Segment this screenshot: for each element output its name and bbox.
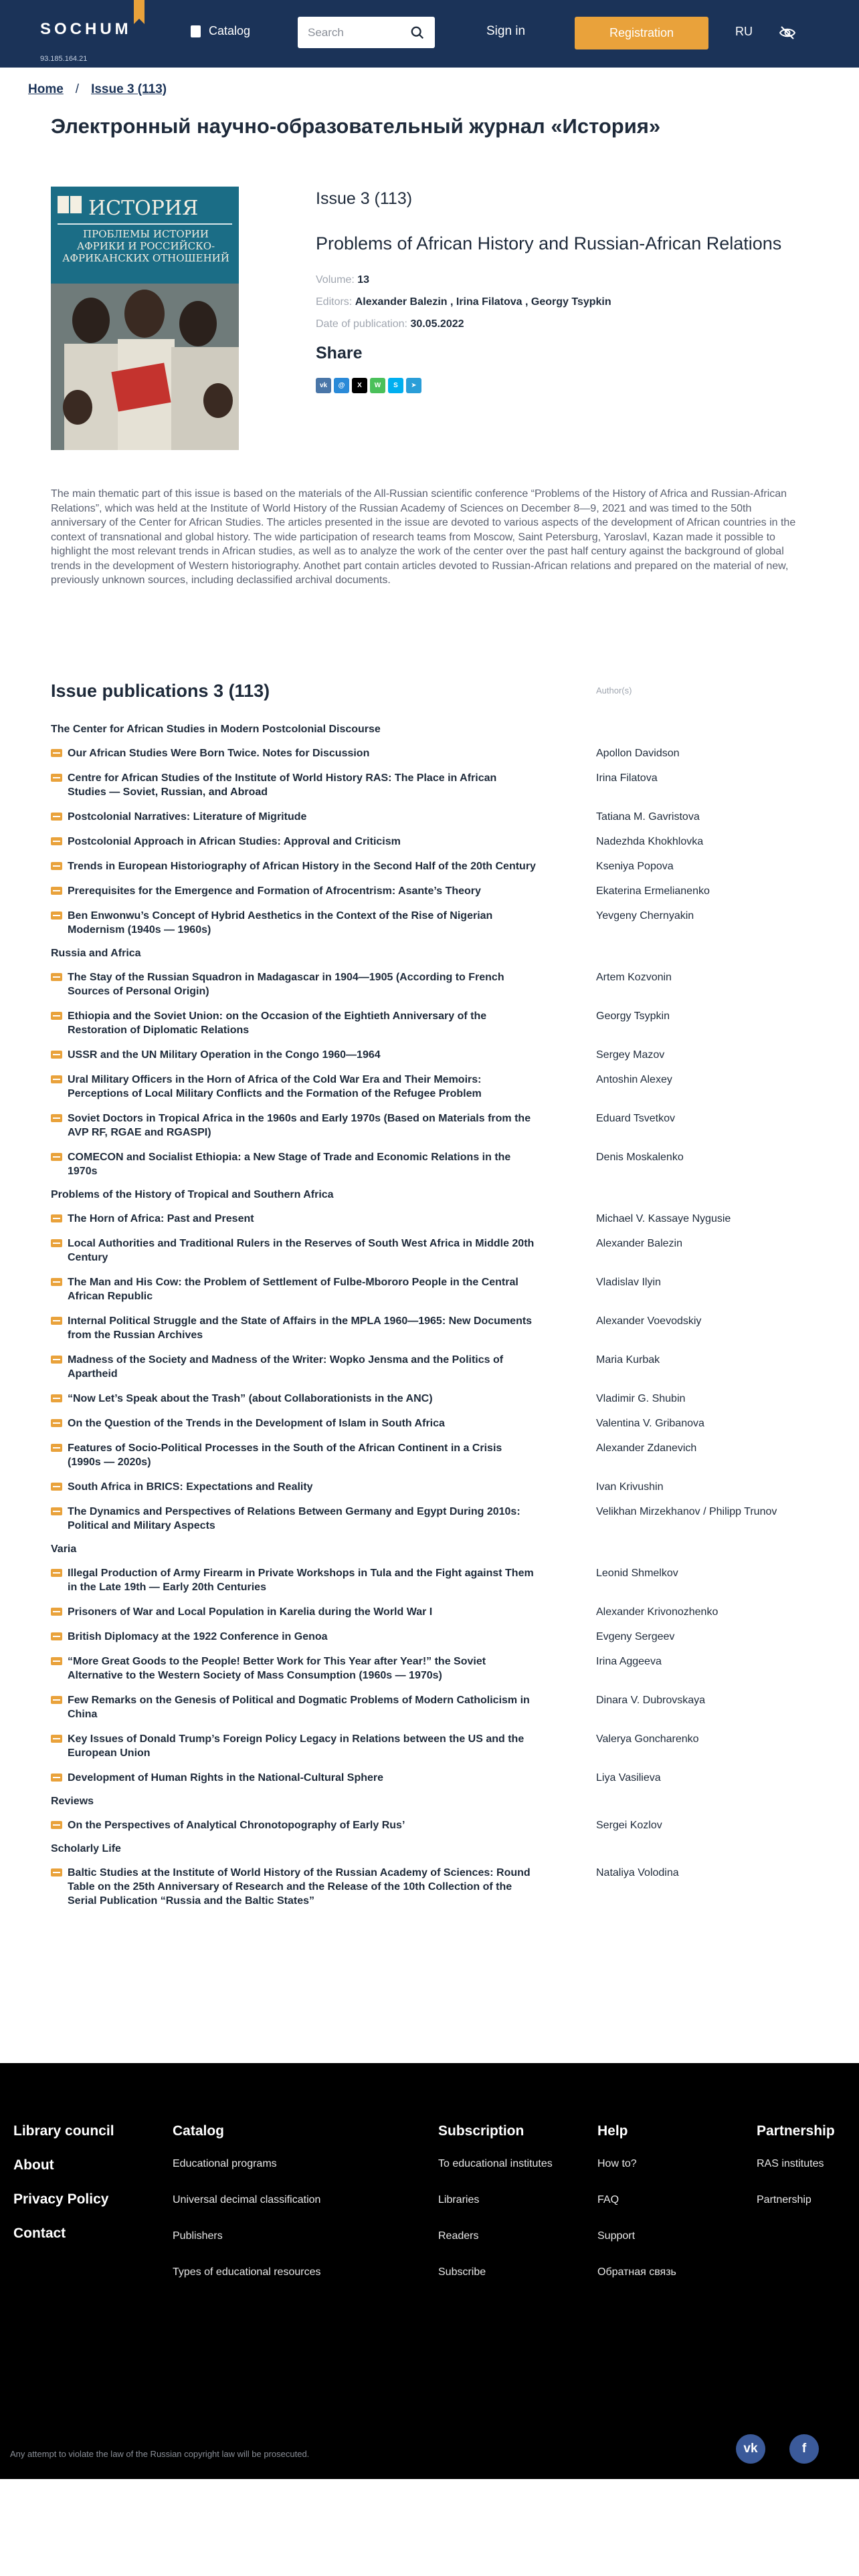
site-logo[interactable]: SOCHUM <box>40 20 132 38</box>
publication-row <box>51 1866 807 1908</box>
issue-description: The main thematic part of this issue is based on the materials of the All-Russian scientific conference “Problems of the History of Africa and Russian-African Relations”, which was held at the Institute of World History of the Russian Academy of Sciences on December 8—9, 2021 and was timed to the 50th anniversary of the Center for African Studies. The articles presented in the issue are devoted to various aspects of the development of African countries in the context of transnational and global history. The wide participation of research teams from Moscow, Saint Petersburg, Yaroslavl, Kazan made it possible to highlight the most relevant trends in African studies, as well as to analyze the work of the center over the past half century against the background of global trends in the development of Western historiography. Anothet part contain articles devoted to Russian-African relations and prepared on the material of new, previously unknown sources, including declassified archival documents. <box>51 488 796 586</box>
footer-link[interactable]: Publishers <box>173 2230 223 2242</box>
publication-row <box>51 1111 807 1140</box>
publication-row <box>51 1416 807 1430</box>
publication-row <box>51 1654 807 1683</box>
publication-title[interactable]: The Stay of the Russian Squadron in Madagascar in 1904—1905 (According to French Sources of Personal Origin) <box>68 972 504 997</box>
publication-author[interactable]: Sergei Kozlov <box>596 1820 662 1831</box>
publication-title[interactable]: Local Authorities and Traditional Rulers in the Reserves of South West Africa in Middle 20th Century <box>68 1238 535 1263</box>
footer-link[interactable]: Support <box>597 2230 636 2242</box>
publication-title[interactable]: South Africa in BRICS: Expectations and Reality <box>68 1481 313 1493</box>
footer-partnership-column <box>757 2123 835 2230</box>
issue-number: Issue 3 (113) <box>316 189 413 208</box>
cover-subtitle: ПРОБЛЕМЫ ИСТОРИИ АФРИКИ И РОССИЙСКО-АФРИКАНСКИХ ОТНОШЕНИЙ <box>62 228 229 264</box>
publication-row <box>51 1566 807 1594</box>
breadcrumb-current[interactable]: Issue 3 (113) <box>91 82 167 96</box>
publication-author[interactable]: Alexander Zdanevich <box>596 1442 697 1454</box>
top-navbar <box>0 0 859 68</box>
registration-button[interactable]: Registration <box>575 17 708 49</box>
article-icon <box>51 1239 62 1247</box>
issue-info <box>316 189 824 393</box>
publication-author[interactable]: Ivan Krivushin <box>596 1481 664 1493</box>
editors-value: Alexander Balezin , Irina Filatova , Georgy Tsypkin <box>355 296 611 308</box>
breadcrumb-separator: / <box>75 82 80 96</box>
publication-row <box>51 1048 807 1062</box>
search-box <box>298 17 435 48</box>
signin-link[interactable]: Sign in <box>486 24 526 38</box>
publication-author[interactable]: Liya Vasilieva <box>596 1772 661 1784</box>
publication-author[interactable]: Antoshin Alexey <box>596 1074 672 1085</box>
issue-title: Problems of African History and Russian-African Relations <box>316 233 782 253</box>
article-icon <box>51 1632 62 1640</box>
publication-title[interactable]: Centre for African Studies of the Institute of World History RAS: The Place in African Studies — Soviet, Russian, and Abroad <box>68 772 497 798</box>
section-heading: Varia <box>51 1543 77 1555</box>
publication-row <box>51 1353 807 1381</box>
footer-contact[interactable]: Contact <box>13 2226 66 2241</box>
date-label: Date of publication: <box>316 318 407 330</box>
publication-title[interactable]: Illegal Production of Army Firearm in Private Workshops in Tula and the Fight against Them in the Late 19th — Early 20th Centuries <box>68 1568 534 1593</box>
x-share-icon[interactable]: X <box>352 378 367 393</box>
publications-list <box>51 724 807 1919</box>
section-heading: Scholarly Life <box>51 1843 121 1854</box>
publication-row <box>51 771 807 799</box>
publication-row <box>51 835 807 849</box>
section-heading: Russia and Africa <box>51 948 141 959</box>
article-icon <box>51 1419 62 1427</box>
article-icon <box>51 1774 62 1782</box>
volume-row <box>316 274 824 286</box>
publication-title[interactable]: Ben Enwonwu’s Concept of Hybrid Aesthetics in the Context of the Rise of Nigerian Modernism (1940s — 1960s) <box>68 910 493 936</box>
publication-title[interactable]: Prisoners of War and Local Population in Karelia during the World War I <box>68 1606 433 1618</box>
publication-author[interactable]: Ekaterina Ermelianenko <box>596 885 710 897</box>
publication-title[interactable]: On the Perspectives of Analytical Chronotopography of Early Rus’ <box>68 1820 405 1831</box>
publication-title[interactable]: Soviet Doctors in Tropical Africa in the 1960s and Early 1970s (Based on Materials from the AVP RF, RGAE and RGASPI) <box>68 1113 531 1138</box>
article-icon <box>51 1394 62 1402</box>
publication-row <box>51 1480 807 1494</box>
article-icon <box>51 1735 62 1743</box>
footer-link[interactable]: Libraries <box>438 2194 480 2206</box>
issue-cover-image <box>51 187 239 450</box>
publication-title[interactable]: The Dynamics and Perspectives of Relations Between Germany and Egypt During 2010s: Political and Military Aspects <box>68 1506 520 1531</box>
publications-heading: Issue publications 3 (113) <box>51 681 270 701</box>
publication-row <box>51 1505 807 1533</box>
publication-author[interactable]: Valerya Goncharenko <box>596 1733 699 1745</box>
journal-title: Электронный научно-образовательный журнал «История» <box>51 114 661 138</box>
publication-title[interactable]: USSR and the UN Military Operation in the Congo 1960—1964 <box>68 1049 381 1061</box>
authors-column-heading: Author(s) <box>596 685 632 695</box>
ip-address: 93.185.164.21 <box>40 55 88 63</box>
footer-subscription-column <box>438 2123 553 2302</box>
publication-author[interactable]: Denis Moskalenko <box>596 1152 684 1163</box>
publication-author[interactable]: Artem Kozvonin <box>596 972 672 983</box>
article-icon <box>51 1153 62 1161</box>
publication-author[interactable]: Alexander Balezin <box>596 1238 682 1249</box>
article-icon <box>51 1278 62 1286</box>
article-icon <box>51 1444 62 1452</box>
article-icon <box>51 1114 62 1122</box>
breadcrumb <box>28 82 167 97</box>
publication-row <box>51 909 807 937</box>
publication-title[interactable]: Ethiopia and the Soviet Union: on the Occasion of the Eightieth Anniversary of the Restoration of Diplomatic Relations <box>68 1010 487 1036</box>
footer-privacy-policy[interactable]: Privacy Policy <box>13 2191 109 2207</box>
article-icon <box>51 837 62 845</box>
publication-row <box>51 1392 807 1406</box>
publication-author[interactable]: Alexander Voevodskiy <box>596 1315 702 1327</box>
publication-row <box>51 746 807 760</box>
article-icon <box>51 1569 62 1577</box>
publication-author[interactable]: Evgeny Sergeev <box>596 1631 675 1642</box>
publication-author[interactable]: Vladislav Ilyin <box>596 1277 661 1288</box>
publication-row <box>51 859 807 873</box>
article-icon <box>51 1483 62 1491</box>
footer-catalog-column <box>173 2123 320 2302</box>
footer-link[interactable]: Educational programs <box>173 2158 277 2169</box>
publication-author[interactable]: Dinara V. Dubrovskaya <box>596 1695 706 1706</box>
language-switch[interactable]: RU <box>735 25 753 38</box>
section-heading: Reviews <box>51 1796 94 1807</box>
publication-author[interactable]: Leonid Shmelkov <box>596 1568 678 1579</box>
publication-title[interactable]: Postcolonial Narratives: Literature of Migritude <box>68 811 307 823</box>
footer-partnership-title[interactable]: Partnership <box>757 2123 835 2139</box>
publication-author[interactable]: Maria Kurbak <box>596 1354 660 1366</box>
article-icon <box>51 749 62 757</box>
section-heading: Problems of the History of Tropical and Southern Africa <box>51 1189 334 1200</box>
publication-row <box>51 1441 807 1469</box>
publication-title[interactable]: Postcolonial Approach in African Studies: Approval and Criticism <box>68 836 401 847</box>
publication-author[interactable]: Nataliya Volodina <box>596 1867 679 1879</box>
publication-row <box>51 1818 807 1832</box>
publication-title[interactable]: Few Remarks on the Genesis of Political and Dogmatic Problems of Modern Catholicism in China <box>68 1695 530 1720</box>
article-icon <box>51 1051 62 1059</box>
footer-link[interactable]: RAS institutes <box>757 2158 824 2169</box>
footer-help-title[interactable]: Help <box>597 2123 628 2139</box>
publication-row <box>51 810 807 824</box>
article-icon <box>51 1075 62 1083</box>
volume-label: Volume: <box>316 274 355 286</box>
publication-author[interactable]: Yevgeny Chernyakin <box>596 910 694 922</box>
publication-author[interactable]: Vladimir G. Shubin <box>596 1393 686 1404</box>
publication-author[interactable]: Kseniya Popova <box>596 861 674 872</box>
vk-social-icon[interactable]: vk <box>736 2434 765 2464</box>
footer-link[interactable]: Обратная связь <box>597 2266 676 2278</box>
catalog-button[interactable] <box>191 24 250 38</box>
publication-row <box>51 1771 807 1785</box>
publication-row <box>51 1073 807 1101</box>
footer-help-column <box>597 2123 676 2302</box>
article-icon <box>51 887 62 895</box>
article-icon <box>51 1214 62 1222</box>
publication-author[interactable]: Eduard Tsvetkov <box>596 1113 675 1124</box>
publication-title[interactable]: British Diplomacy at the 1922 Conference in Genoa <box>68 1631 328 1642</box>
article-icon <box>51 1317 62 1325</box>
footer-link[interactable]: How to? <box>597 2158 637 2169</box>
publication-row <box>51 1275 807 1303</box>
publication-row <box>51 1605 807 1619</box>
search-icon[interactable] <box>410 25 425 40</box>
publication-row <box>51 970 807 998</box>
publication-title[interactable]: “Now Let’s Speak about the Trash” (about Collaborationists in the ANC) <box>68 1393 433 1404</box>
article-icon <box>51 862 62 870</box>
skype-share-icon[interactable]: S <box>388 378 403 393</box>
volume-value: 13 <box>357 274 370 286</box>
footer-subscription-title[interactable]: Subscription <box>438 2123 524 2139</box>
publication-author[interactable]: Michael V. Kassaye Nygusie <box>596 1213 731 1224</box>
share-heading: Share <box>316 344 363 362</box>
footer-left-links <box>13 2123 114 2260</box>
publication-title[interactable]: “More Great Goods to the People! Better Work for This Year after Year!” the Soviet Alternative to the Western Society of Mass Consumption (1960s — 1970s) <box>68 1656 486 1681</box>
publication-title[interactable]: Our African Studies Were Born Twice. Notes for Discussion <box>68 748 370 759</box>
article-icon <box>51 911 62 920</box>
whatsapp-share-icon[interactable]: W <box>370 378 385 393</box>
publication-title[interactable]: The Man and His Cow: the Problem of Settlement of Fulbe-Mbororo People in the Central African Republic <box>68 1277 518 1302</box>
eye-off-icon[interactable] <box>778 23 797 42</box>
article-icon <box>51 973 62 981</box>
editors-label: Editors: <box>316 296 353 308</box>
publication-author[interactable]: Velikhan Mirzekhanov / Philipp Trunov <box>596 1506 777 1517</box>
footer-link[interactable]: Universal decimal classification <box>173 2194 321 2206</box>
article-icon <box>51 1657 62 1665</box>
article-icon <box>51 1608 62 1616</box>
publication-author[interactable]: Valentina V. Gribanova <box>596 1418 704 1429</box>
publication-title[interactable]: Madness of the Society and Madness of the Writer: Wopko Jensma and the Politics of Apartheid <box>68 1354 504 1380</box>
publication-row <box>51 884 807 898</box>
section-heading: The Center for African Studies in Modern Postcolonial Discourse <box>51 724 381 735</box>
footer-catalog-title[interactable]: Catalog <box>173 2123 225 2139</box>
publication-row <box>51 1212 807 1226</box>
facebook-social-icon[interactable]: f <box>789 2434 819 2464</box>
publication-author[interactable]: Sergey Mazov <box>596 1049 665 1061</box>
catalog-label: Catalog <box>209 24 251 37</box>
publication-title[interactable]: Development of Human Rights in the National-Cultural Sphere <box>68 1772 384 1784</box>
publication-author[interactable]: Nadezhda Khokhlovka <box>596 836 704 847</box>
vk-share-icon[interactable]: vk <box>316 378 331 393</box>
publication-row <box>51 1630 807 1644</box>
search-input[interactable] <box>308 26 401 39</box>
footer-link[interactable]: Subscribe <box>438 2266 486 2278</box>
logo-ribbon <box>134 0 145 19</box>
footer-link[interactable]: Partnership <box>757 2194 812 2206</box>
publication-author[interactable]: Apollon Davidson <box>596 748 680 759</box>
publication-title[interactable]: Ural Military Officers in the Horn of Africa of the Cold War Era and Their Memoirs: Perceptions of Local Military Conflicts and the Formation of the Refugee Problem <box>68 1074 482 1099</box>
publication-title[interactable]: Internal Political Struggle and the State of Affairs in the MPLA 1960—1965: New Documents from the Russian Archives <box>68 1315 533 1341</box>
article-icon <box>51 1012 62 1020</box>
publication-title[interactable]: On the Question of the Trends in the Development of Islam in South Africa <box>68 1418 445 1429</box>
publication-row <box>51 1693 807 1721</box>
publication-row <box>51 1314 807 1342</box>
article-icon <box>51 1356 62 1364</box>
publication-row <box>51 1237 807 1265</box>
publication-row <box>51 1150 807 1178</box>
publication-title[interactable]: Features of Socio-Political Processes in the South of the African Continent in a Crisis (1990s — 2020s) <box>68 1442 502 1468</box>
footer <box>0 2063 859 2479</box>
publication-author[interactable]: Irina Filatova <box>596 772 658 784</box>
article-icon <box>51 1821 62 1829</box>
publication-author[interactable]: Irina Aggeeva <box>596 1656 662 1667</box>
footer-link[interactable]: FAQ <box>597 2194 619 2206</box>
article-icon <box>51 813 62 821</box>
copyright-notice: Any attempt to violate the law of the Russian copyright law will be prosecuted. <box>10 2449 310 2459</box>
footer-about[interactable]: About <box>13 2157 54 2173</box>
editors-row <box>316 296 824 308</box>
publication-title[interactable]: COMECON and Socialist Ethiopia: a New Stage of Trade and Economic Relations in the 1970s <box>68 1152 511 1177</box>
share-buttons <box>316 378 824 393</box>
publication-row <box>51 1009 807 1037</box>
publication-author[interactable]: Georgy Tsypkin <box>596 1010 670 1022</box>
footer-link[interactable]: Readers <box>438 2230 479 2242</box>
cover-title: ИСТОРИЯ <box>88 197 199 220</box>
footer-link[interactable]: Types of educational resources <box>173 2266 321 2278</box>
publication-author[interactable]: Alexander Krivonozhenko <box>596 1606 719 1618</box>
mail-share-icon[interactable]: @ <box>334 378 349 393</box>
article-icon <box>51 774 62 782</box>
publication-title[interactable]: Baltic Studies at the Institute of World History of the Russian Academy of Sciences: Round Table on the 25th Anniversary of Research and the Release of the 10th Collection of the Serial Publication “Russia and the Baltic States” <box>68 1867 531 1907</box>
publication-title[interactable]: The Horn of Africa: Past and Present <box>68 1213 254 1224</box>
date-value: 30.05.2022 <box>410 318 464 330</box>
publication-title[interactable]: Trends in European Historiography of African History in the Second Half of the 20th Century <box>68 861 536 872</box>
footer-library-council[interactable]: Library council <box>13 2123 114 2139</box>
article-icon <box>51 1507 62 1515</box>
telegram-share-icon[interactable]: ➤ <box>406 378 421 393</box>
article-icon <box>51 1696 62 1704</box>
publication-author[interactable]: Tatiana M. Gavristova <box>596 811 700 823</box>
breadcrumb-home[interactable]: Home <box>28 82 64 96</box>
footer-link[interactable]: To educational institutes <box>438 2158 553 2169</box>
article-icon <box>51 1868 62 1876</box>
publication-row <box>51 1732 807 1760</box>
date-row <box>316 318 824 330</box>
book-icon <box>191 25 201 37</box>
publication-title[interactable]: Key Issues of Donald Trump’s Foreign Policy Legacy in Relations between the US and the European Union <box>68 1733 524 1759</box>
publication-title[interactable]: Prerequisites for the Emergence and Formation of Afrocentrism: Asante’s Theory <box>68 885 481 897</box>
